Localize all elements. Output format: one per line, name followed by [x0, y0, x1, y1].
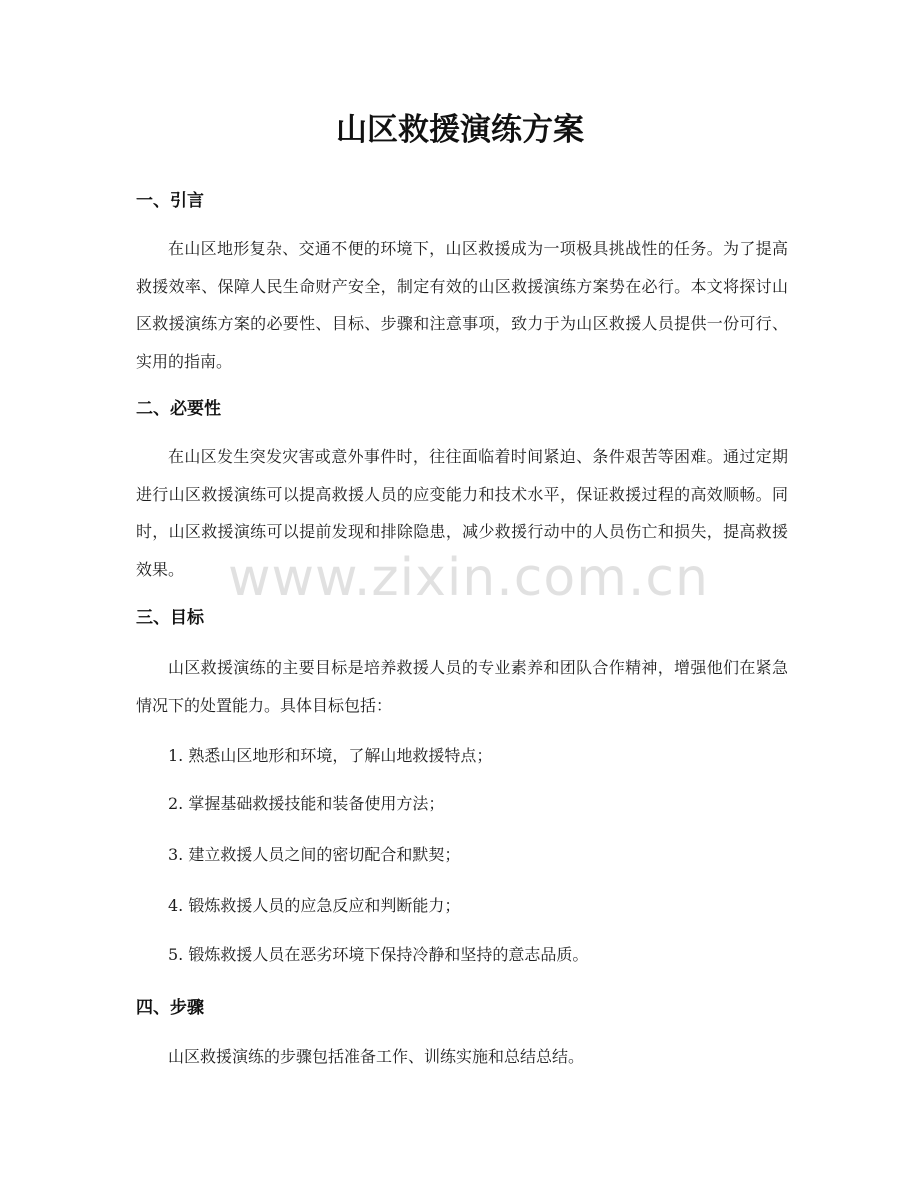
section-heading-steps: 四、步骤 [136, 998, 204, 1018]
paragraph-steps: 山区救援演练的步骤包括准备工作、训练实施和总结总结。 [168, 1047, 585, 1066]
list-item: 1. 熟悉山区地形和环境，了解山地救援特点； [168, 746, 493, 765]
paragraph-goals: 山区救援演练的主要目标是培养救援人员的专业素养和团队合作精神，增强他们在紧急情况下的处置能力。具体目标包括： [136, 658, 788, 715]
list-item: 4. 锻炼救援人员的应急反应和判断能力； [168, 896, 461, 915]
paragraph-introduction: 在山区地形复杂、交通不便的环境下，山区救援成为一项极具挑战性的任务。为了提高救援效率、保障人民生命财产安全，制定有效的山区救援演练方案势在必行。本文将探讨山区救援演练方案的必要性、目标、步骤和注意事项，致力于为山区救援人员提供一份可行、实用的指南。 [136, 239, 788, 371]
list-item: 5. 锻炼救援人员在恶劣环境下保持冷静和坚持的意志品质。 [168, 945, 589, 964]
list-item: 3. 建立救援人员之间的密切配合和默契； [168, 845, 461, 864]
section-heading-necessity: 二、必要性 [136, 399, 221, 419]
watermark: www.zixin.com.cn [228, 548, 709, 608]
section-heading-introduction: 一、引言 [136, 191, 204, 211]
paragraph-necessity: 在山区发生突发灾害或意外事件时，往往面临着时间紧迫、条件艰苦等困难。通过定期进行山区救援演练可以提高救援人员的应变能力和技术水平，保证救援过程的高效顺畅。同时，山区救援演练可以提前发现和排除隐患，减少救援行动中的人员伤亡和损失，提高救援效果。 [136, 447, 788, 579]
list-item: 2. 掌握基础救援技能和装备使用方法； [168, 794, 445, 813]
section-heading-goals: 三、目标 [136, 608, 204, 628]
document-title: 山区救援演练方案 [336, 112, 584, 148]
